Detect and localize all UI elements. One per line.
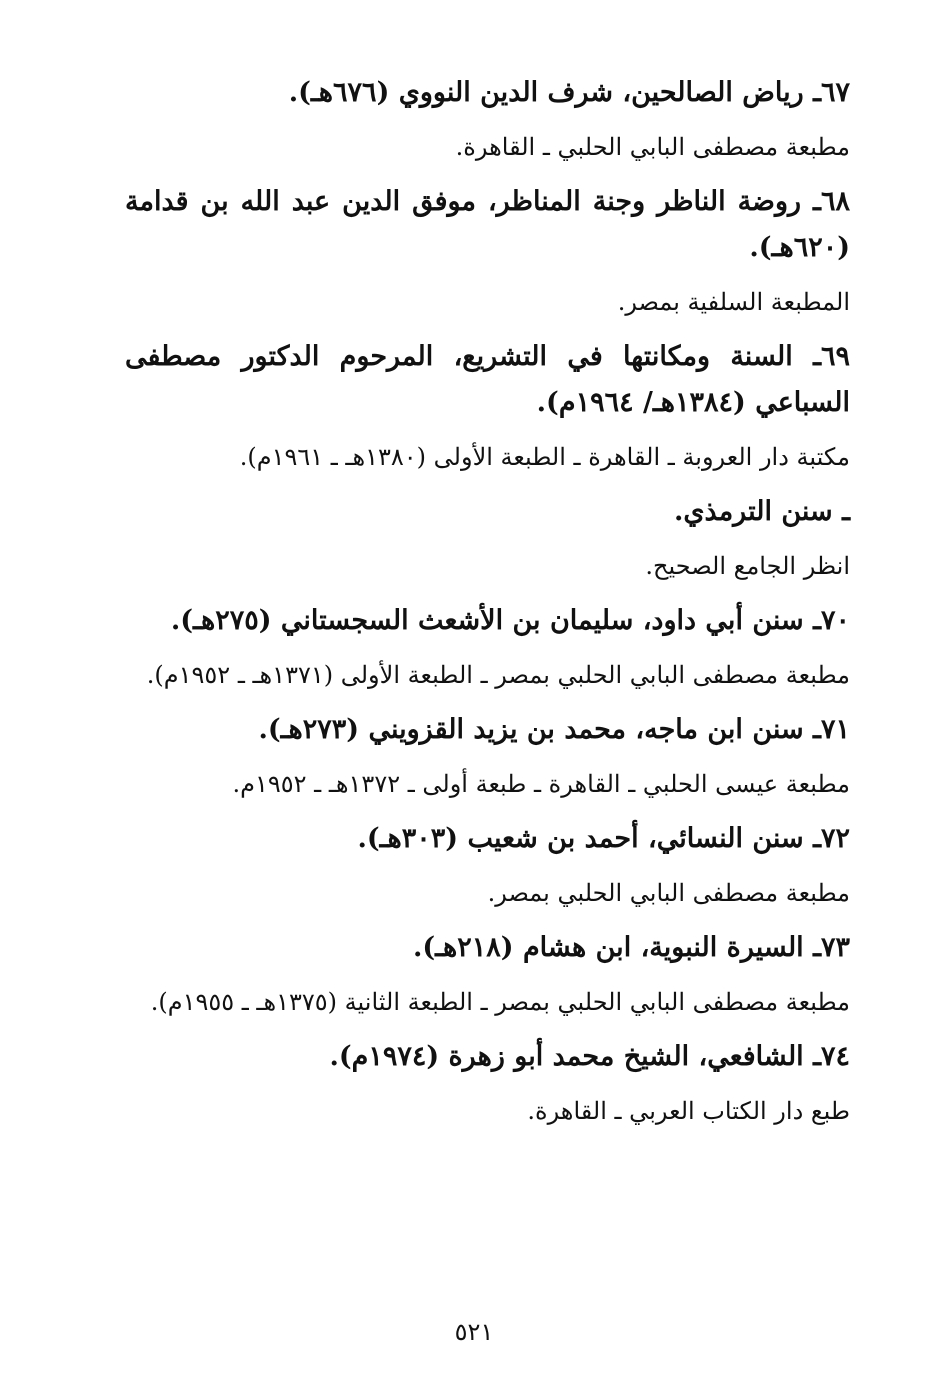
entry-title: ٦٩ـ السنة ومكانتها في التشريع، المرحوم الدكتور مصطفى السباعي (١٣٨٤هـ/ ١٩٦٤م). bbox=[125, 341, 850, 418]
bibliography-entry bbox=[125, 598, 850, 698]
entry-title: ٦٧ـ رياض الصالحين، شرف الدين النووي (٦٧٦هـ). bbox=[288, 77, 850, 108]
entry-title: ٧٠ـ سنن أبي داود، سليمان بن الأشعث السجستاني (٢٧٥هـ). bbox=[170, 605, 850, 636]
bibliography-entry bbox=[125, 816, 850, 916]
entry-publisher: مطبعة مصطفى البابي الحلبي ـ القاهرة. bbox=[455, 133, 850, 161]
page-number: ٥٢١ bbox=[454, 1318, 494, 1346]
bibliography-entry bbox=[125, 1034, 850, 1134]
entry-title: ٧٣ـ السيرة النبوية، ابن هشام (٢١٨هـ). bbox=[412, 932, 850, 963]
entry-title: ـ سنن الترمذي. bbox=[674, 496, 850, 527]
entry-publisher: مطبعة مصطفى البابي الحلبي بمصر ـ الطبعة الأولى (١٣٧١هـ ـ ١٩٥٢م). bbox=[146, 661, 850, 689]
entry-publisher: مطبعة عيسى الحلبي ـ القاهرة ـ طبعة أولى ـ ١٣٧٢هـ ـ ١٩٥٢م. bbox=[232, 770, 850, 798]
entry-publisher: مطبعة مصطفى البابي الحلبي بمصر. bbox=[487, 879, 850, 907]
entry-title: ٧٤ـ الشافعي، الشيخ محمد أبو زهرة (١٩٧٤م). bbox=[329, 1041, 850, 1072]
bibliography-entry bbox=[125, 925, 850, 1025]
bibliography-entry bbox=[125, 334, 850, 480]
entry-publisher: طبع دار الكتاب العربي ـ القاهرة. bbox=[527, 1097, 850, 1125]
entry-publisher: مطبعة مصطفى البابي الحلبي بمصر ـ الطبعة الثانية (١٣٧٥هـ ـ ١٩٥٥م). bbox=[150, 988, 850, 1016]
bibliography-entry bbox=[125, 70, 850, 170]
bibliography-entry bbox=[125, 179, 850, 325]
entry-title: ٧٢ـ سنن النسائي، أحمد بن شعيب (٣٠٣هـ). bbox=[357, 823, 850, 854]
bibliography-list bbox=[125, 70, 850, 1143]
bibliography-entry bbox=[125, 489, 850, 589]
entry-publisher: المطبعة السلفية بمصر. bbox=[617, 288, 850, 316]
bibliography-entry bbox=[125, 707, 850, 807]
entry-title: ٧١ـ سنن ابن ماجه، محمد بن يزيد القزويني (٢٧٣هـ). bbox=[258, 714, 850, 745]
entry-publisher: انظر الجامع الصحيح. bbox=[645, 552, 850, 580]
entry-publisher: مكتبة دار العروبة ـ القاهرة ـ الطبعة الأولى (١٣٨٠هـ ـ ١٩٦١م). bbox=[239, 443, 850, 471]
entry-title: ٦٨ـ روضة الناظر وجنة المناظر، موفق الدين عبد الله بن قدامة (٦٢٠هـ). bbox=[125, 186, 850, 263]
